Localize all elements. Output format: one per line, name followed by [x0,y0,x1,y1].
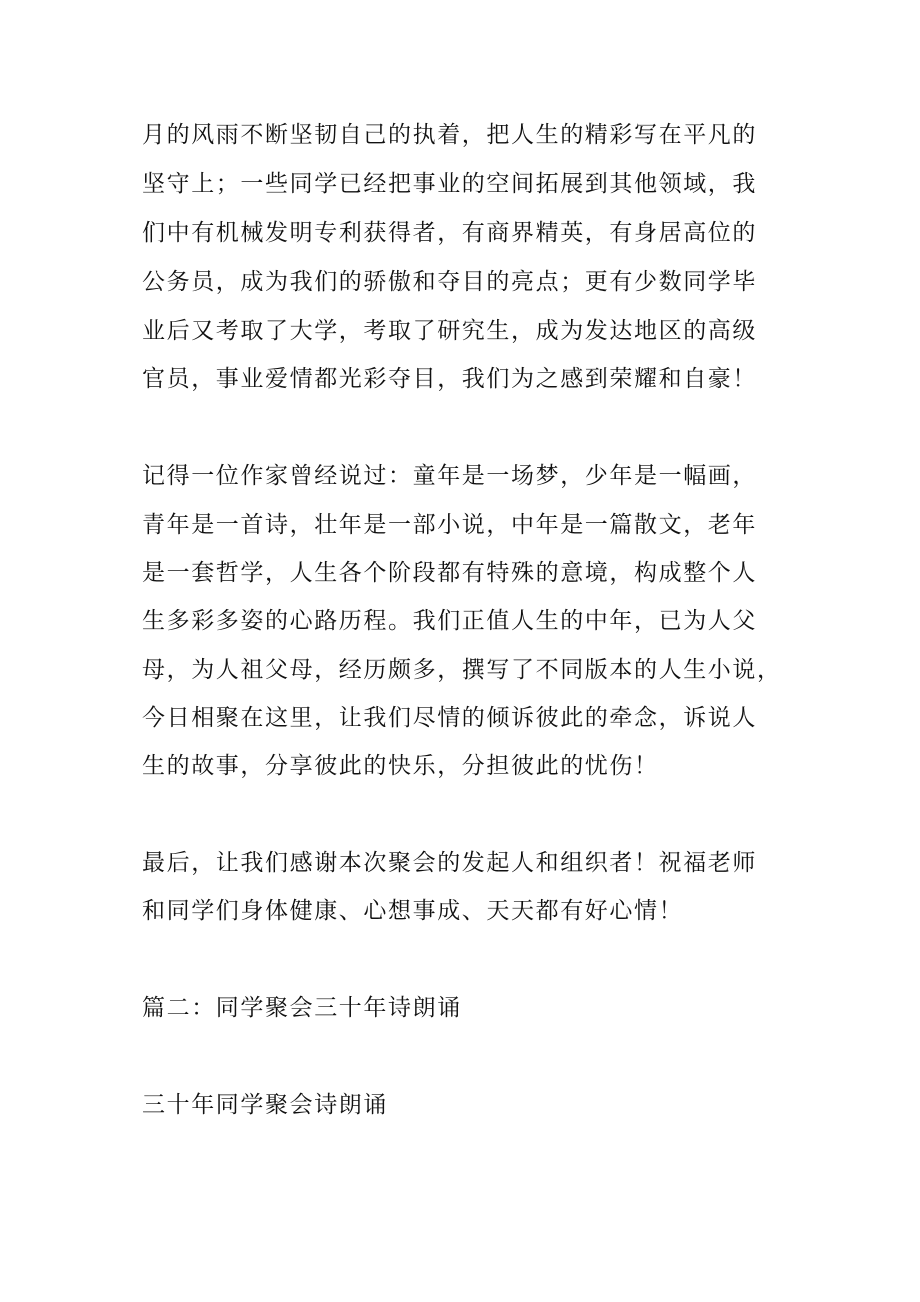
paragraph-line: 官员，事业爱情都光彩夺目，我们为之感到荣耀和自豪！ [142,366,757,392]
paragraph-line: 们中有机械发明专利获得者，有商界精英，有身居高位的 [142,220,757,246]
poem-title: 三十年同学聚会诗朗诵 [142,1092,388,1118]
paragraph-line: 今日相聚在这里，让我们尽情的倾诉彼此的牵念，诉说人 [142,705,757,731]
paragraph-line: 记得一位作家曾经说过：童年是一场梦，少年是一幅画， [142,463,757,489]
paragraph-line: 坚守上；一些同学已经把事业的空间拓展到其他领域，我 [142,171,757,197]
paragraph-line: 生的故事，分享彼此的快乐，分担彼此的忧伤！ [142,753,659,779]
paragraph-line: 最后，让我们感谢本次聚会的发起人和组织者！祝福老师 [142,850,757,876]
paragraph-line: 公务员，成为我们的骄傲和夺目的亮点；更有少数同学毕 [142,269,757,295]
paragraph-line: 和同学们身体健康、心想事成、天天都有好心情！ [142,898,684,924]
section-heading: 篇二：同学聚会三十年诗朗诵 [142,995,462,1021]
paragraph-line: 月的风雨不断坚韧自己的执着，把人生的精彩写在平凡的 [142,122,757,148]
paragraph-line: 母，为人祖父母，经历颇多，撰写了不同版本的人生小说， [142,657,782,683]
paragraph-line: 生多彩多姿的心路历程。我们正值人生的中年，已为人父 [142,608,757,634]
paragraph-line: 是一套哲学，人生各个阶段都有特殊的意境，构成整个人 [142,560,757,586]
paragraph-line: 业后又考取了大学，考取了研究生，成为发达地区的高级 [142,318,757,344]
paragraph-line: 青年是一首诗，壮年是一部小说，中年是一篇散文，老年 [142,512,757,538]
